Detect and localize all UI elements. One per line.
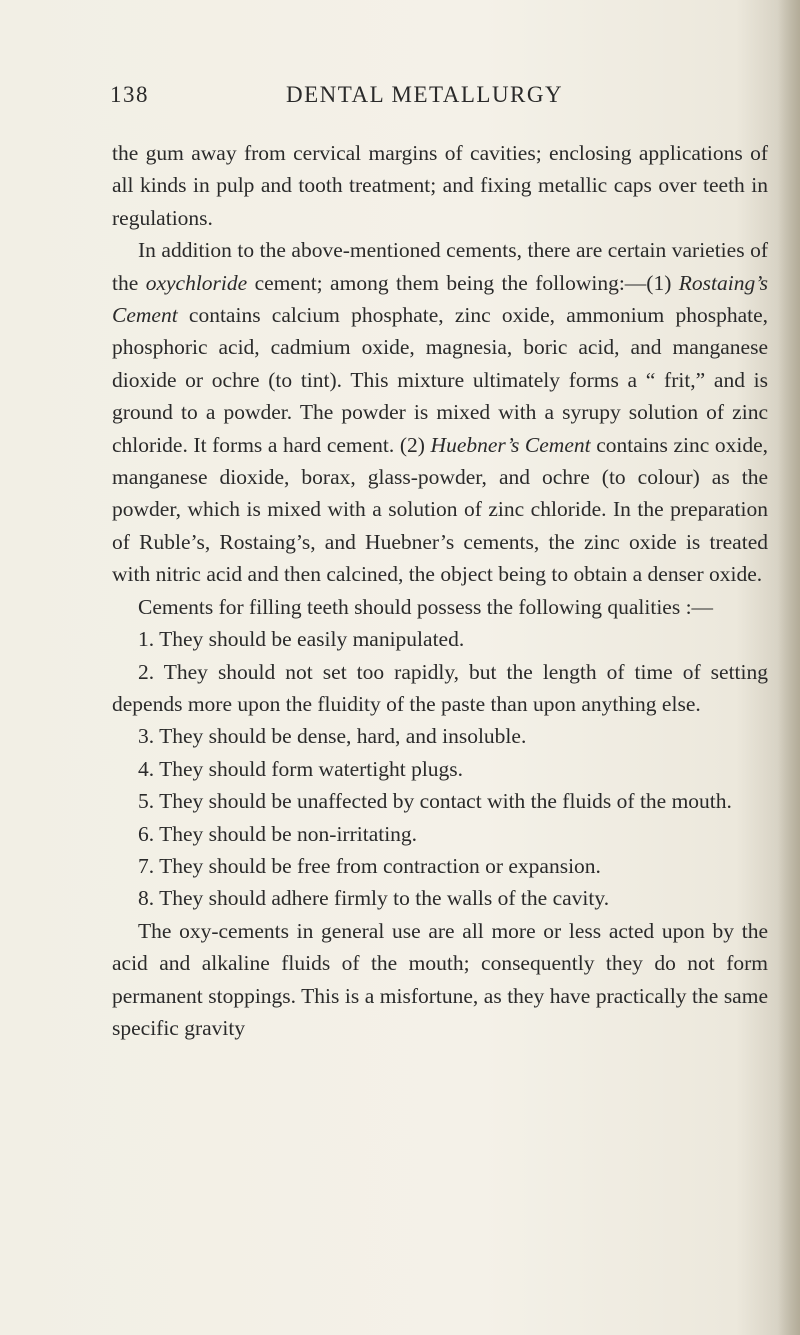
term-oxychloride: oxychloride xyxy=(145,270,248,295)
list-item: 2. They should not set too rapidly, but the length of time of setting depends more upon the fluidity of the paste than upon anything else. xyxy=(112,659,768,716)
paragraph-oxy-cements: The oxy-cements in general use are all more or less acted upon by the acid and alkaline fluids of the mouth; consequently they do not form permanent stoppings. This is a misfortune, as they have practically the same specific gravity xyxy=(112,918,768,1040)
paragraph-oxychloride-cements: In addition to the above-mentioned cements, there are certain varieties of the oxychloride cement; among them being the following:—(1) Rostaing’s Cement contains calcium phosphate, zinc oxide, ammonium phosphate, phosphoric acid, cadmium oxide, magnesia, boric acid, and manganese dioxide or ochre (to tint). This mixture ultimately forms a “ frit,” and is ground to a powder. The powder is mixed with a syrupy solution of zinc chloride. It forms a hard cement. (2) Huebner’s Cement contains zinc oxide, manganese dioxide, borax, glass-powder, and ochre (to colour) as the powder, which is mixed with a solution of zinc chloride. In the preparation of Ruble’s, Rostaing’s, and Huebner’s cements, the zinc oxide is treated with nitric acid and then calcined, the object being to obtain a denser oxide. xyxy=(112,238,768,587)
term-rostaings-cement: Rostaing’s Cement xyxy=(112,270,768,328)
page-edge-shadow xyxy=(778,0,800,1335)
list-item: 5. They should be unaffected by contact with the fluids of the mouth. xyxy=(138,789,732,814)
list-item: 3. They should be dense, hard, and insoluble. xyxy=(138,724,527,749)
paragraph-continuation: the gum away from cervical margins of cavities; enclosing applications of all kinds in pulp and tooth treatment; and fixing metallic caps over teeth in regulations. xyxy=(112,141,768,230)
list-item: 1. They should be easily manipulated. xyxy=(138,627,465,652)
list-item: 7. They should be free from contraction or expansion. xyxy=(138,853,601,878)
page-number: 138 xyxy=(110,82,149,107)
list-item: 6. They should be non-irritating. xyxy=(138,821,418,846)
list-item: 8. They should adhere firmly to the walls of the cavity. xyxy=(138,886,610,911)
body-text xyxy=(112,137,768,1044)
running-title: DENTAL METALLURGY xyxy=(286,82,564,107)
list-item: 4. They should form watertight plugs. xyxy=(138,756,464,781)
paragraph-qualities-intro: Cements for filling teeth should possess the following qualities :— xyxy=(138,594,714,619)
running-head xyxy=(110,82,770,116)
term-huebners-cement: Huebner’s Cement xyxy=(430,432,591,457)
